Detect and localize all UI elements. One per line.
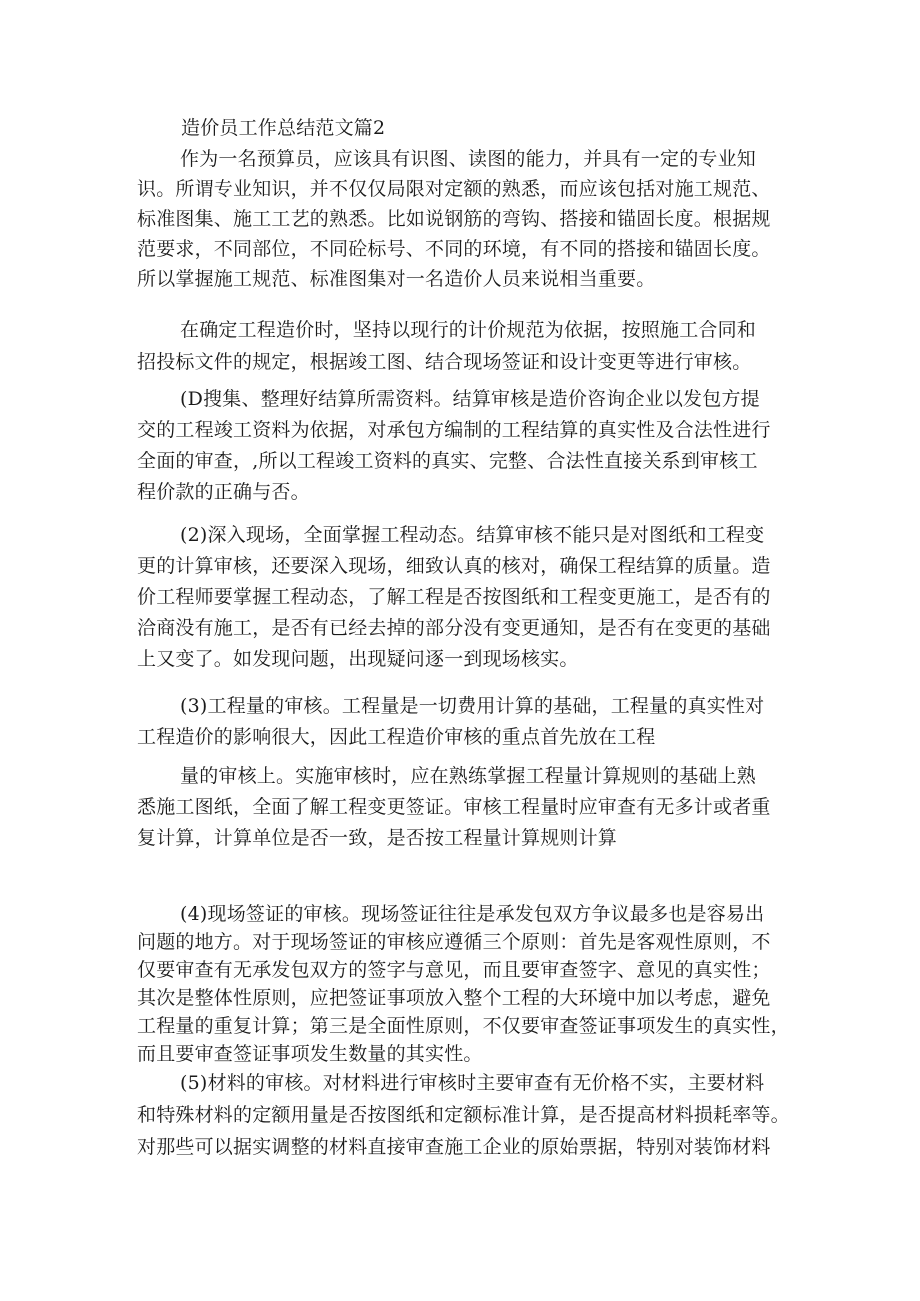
paragraph-line: 上又变了。如发现问题，出现疑问逐一到现场核实。 xyxy=(137,648,579,670)
paragraph-line: 在确定工程造价时，坚持以现行的计价规范为依据，按照施工合同和 xyxy=(180,319,757,341)
paragraph-line: (3)工程量的审核。工程量是一切费用计算的基础，工程量的真实性对 xyxy=(180,695,765,717)
paragraph-line: 所以掌握施工规范、标准图集对一名造价人员来说相当重要。 xyxy=(137,268,656,290)
paragraph-line: 识。所谓专业知识，并不仅仅局限对定额的熟悉，而应该包括对施工规范、 xyxy=(137,178,771,200)
paragraph-3 xyxy=(137,385,797,506)
paragraph-line: (D搜集、整理好结算所需资料。结算审核是造价咨询企业以发包方提 xyxy=(180,388,760,410)
paragraph-line: 程价款的正确与否。 xyxy=(137,481,310,503)
paragraph-4 xyxy=(137,521,797,673)
paragraph-line: 量的审核上。实施审核时，应在熟练掌握工程量计算规则的基础上熟 xyxy=(180,765,757,787)
paragraph-line: (2)深入现场，全面掌握工程动态。结算审核不能只是对图纸和工程变 xyxy=(180,524,765,546)
paragraph-line: 工程量的重复计算；第三是全面性原则，不仅要审查签证事项发生的真实性， xyxy=(137,1015,790,1037)
paragraph-line: 更的计算审核，还要深入现场，细致认真的核对，确保工程结算的质量。造 xyxy=(137,555,771,577)
paragraph-line: (4)现场签证的审核。现场签证往往是承发包双方争议最多也是容易出 xyxy=(180,903,765,925)
paragraph-line: 其次是整体性原则，应把签证事项放入整个工程的大环境中加以考虑，避免 xyxy=(137,987,771,1009)
paragraph-line: 价工程师要掌握工程动态，了解工程是否按图纸和工程变更施工，是否有的 xyxy=(137,586,771,608)
paragraph-line: 全面的审查，,所以工程竣工资料的真实、完整、合法性直接关系到审核工 xyxy=(137,450,758,472)
paragraph-line: 洽商没有施工，是否有已经去掉的部分没有变更通知，是否有在变更的基础 xyxy=(137,617,771,639)
paragraph-line: 标准图集、施工工艺的熟悉。比如说钢筋的弯钩、搭接和锚固长度。根据规 xyxy=(137,208,771,230)
paragraph-line: 交的工程竣工资料为依据，对承包方编制的工程结算的真实性及合法性进行 xyxy=(137,419,771,441)
paragraph-line: 复计算，计算单位是否一致，是否按工程量计算规则计算 xyxy=(137,827,618,849)
paragraph-1 xyxy=(137,145,797,293)
paragraph-line: 和特殊材料的定额用量是否按图纸和定额标准计算，是否提高材料损耗率等。 xyxy=(137,1104,790,1126)
paragraph-line: 仅要审查有无承发包双方的签字与意见，而且要审查签字、意见的真实性； xyxy=(137,959,771,981)
document-title: 造价员工作总结范文篇2 xyxy=(181,117,386,139)
paragraph-7 xyxy=(137,900,797,1068)
paragraph-6 xyxy=(137,762,797,852)
paragraph-line: (5)材料的审核。对材料进行审核时主要审查有无价格不实，主要材料 xyxy=(180,1072,765,1094)
paragraph-8 xyxy=(137,1069,797,1161)
paragraph-line: 作为一名预算员，应该具有识图、读图的能力，并具有一定的专业知 xyxy=(180,148,757,170)
paragraph-5 xyxy=(137,692,797,751)
paragraph-2 xyxy=(137,316,797,376)
paragraph-line: 对那些可以据实调整的材料直接审查施工企业的原始票据，特别对装饰材料 xyxy=(137,1136,771,1158)
paragraph-line: 招投标文件的规定，根据竣工图、结合现场签证和设计变更等进行审核。 xyxy=(137,351,752,373)
paragraph-line: 而且要审查签证事项发生数量的其实性。 xyxy=(137,1043,483,1065)
paragraph-line: 悉施工图纸，全面了解工程变更签证。审核工程量时应审查有无多计或者重 xyxy=(137,796,771,818)
paragraph-line: 工程造价的影响很大，因此工程造价审核的重点首先放在工程 xyxy=(137,726,656,748)
paragraph-line: 问题的地方。对于现场签证的审核应遵循三个原则：首先是客观性原则，不 xyxy=(137,931,771,953)
paragraph-line: 范要求，不同部位，不同砼标号、不同的环境，有不同的搭接和锚固长度。 xyxy=(137,238,771,260)
